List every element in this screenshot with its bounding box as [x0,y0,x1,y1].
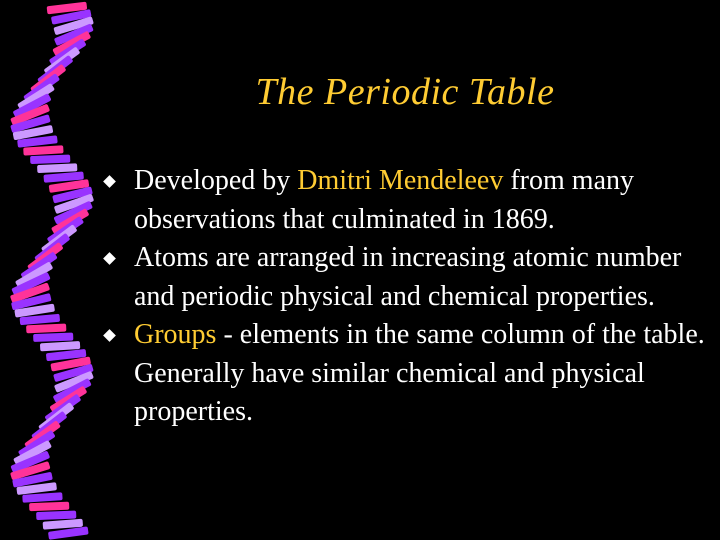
bullet-text [134,319,705,427]
bullet-text-segment: Atoms are arranged in increasing atomic number and periodic physical and chemical properties. [134,242,682,312]
ribbon-segment [22,492,62,503]
bullet-item [100,162,720,239]
bullet-list [100,162,720,432]
ribbon-segment [33,333,73,342]
diamond-bullet-icon [103,175,116,188]
ribbon-segment [29,502,69,511]
bullet-text-segment: Developed by [134,165,298,196]
ribbon-segment [23,145,63,155]
ribbon-segment [30,155,70,164]
slide-title: The Periodic Table [255,71,555,113]
highlighted-term: Dmitri Mendeleev [297,165,504,196]
ribbon-segment [37,163,77,173]
ribbon-segment [40,341,80,351]
bullet-text [134,242,681,312]
bullet-item [100,239,720,316]
highlighted-term: Groups [134,319,217,350]
diamond-bullet-icon [103,252,116,265]
bullet-text-segment: from many observations that culminated in 1869. [134,165,634,235]
ribbon-segment [26,323,66,333]
bullet-text-segment: - elements in the same column of the table. Generally have similar chemical and physical properties. [134,319,705,427]
bullet-text [134,165,634,235]
bullet-item [100,316,720,432]
ribbon-segment [36,510,76,520]
diamond-bullet-icon [103,329,116,342]
